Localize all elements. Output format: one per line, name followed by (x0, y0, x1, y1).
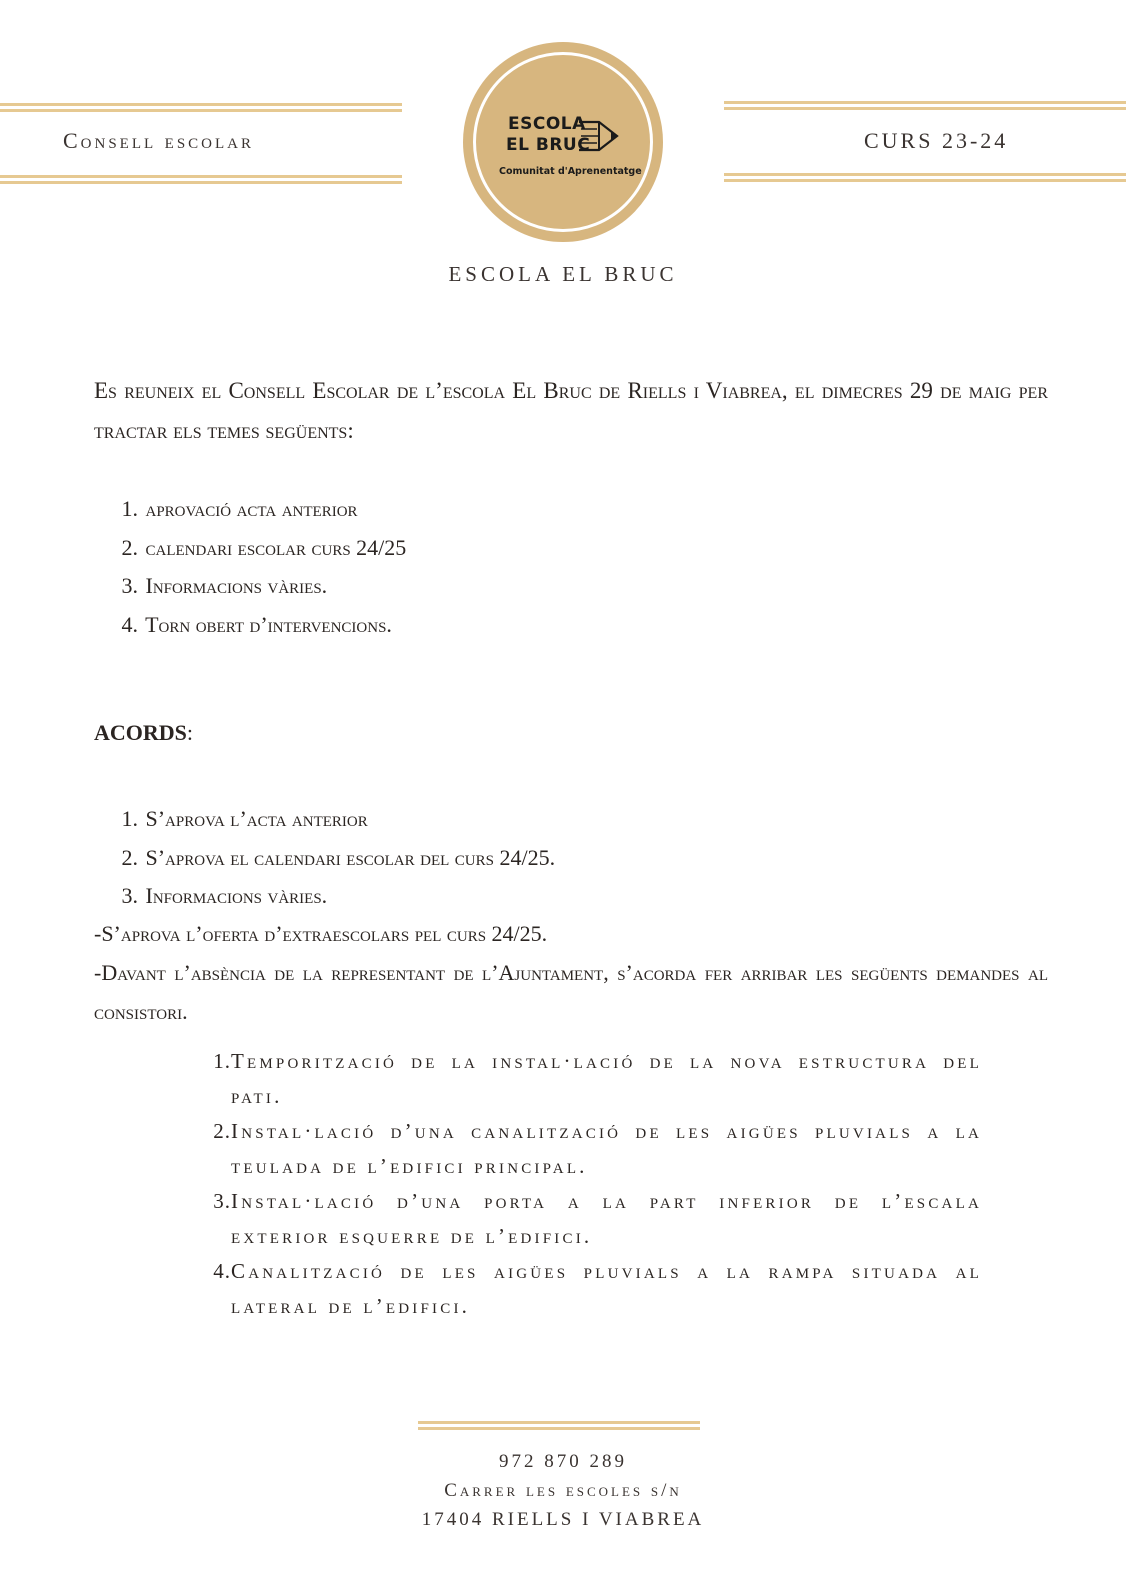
footer-lines (418, 1421, 700, 1431)
list-text: S’aprova el calendari escolar del curs 24/25. (145, 844, 556, 870)
header-left-bottom-lines (0, 175, 402, 185)
list-number: 3. (121, 883, 138, 908)
list-text: Informacions vàries. (145, 573, 328, 598)
list-text: Canalització de les aigües pluvials a la rampa situada al lateral de l’edifici. (231, 1259, 982, 1318)
list-number: 2. (213, 1119, 231, 1143)
intro-paragraph: Es reuneix el Consell Escolar de l’escola El Bruc de Riells i Viabrea, el dimecres 29 de maig per tractar els temes següents: (94, 378, 1048, 443)
logo-tagline: Comunitat d'Aprenentatge (499, 166, 642, 177)
list-text: Temporització de la instal·lació de la nova estructura del pati. (231, 1049, 982, 1108)
list-text: Torn obert d’intervencions. (145, 611, 392, 637)
list-number: 3. (213, 1189, 231, 1213)
list-text: aprovació acta anterior (145, 496, 358, 521)
list-text: Informacions vàries. (145, 883, 328, 908)
agreements-colon: : (186, 720, 194, 745)
list-item (94, 529, 406, 568)
agreements-title: ACORDS (94, 720, 187, 745)
list-item (94, 800, 555, 839)
list-number: 1. (213, 1049, 231, 1073)
list-number: 1. (121, 806, 138, 831)
list-item (94, 839, 555, 878)
list-text: S’aprova l’acta anterior (145, 806, 368, 831)
agenda-list (94, 490, 406, 644)
pencil-icon (577, 114, 623, 158)
header-course: CURS 23-24 (864, 128, 1009, 153)
extracurricular-paragraph: -S’aprova l’oferta d’extraescolars pel curs 24/25. (94, 921, 548, 946)
list-item (94, 877, 555, 916)
list-text: Instal·lació d’una porta a la part inferior de l’escala exterior esquerre de l’edifici. (231, 1189, 982, 1248)
list-number: 4. (213, 1259, 231, 1283)
header-consell-escolar: Consell escolar (63, 128, 255, 153)
list-item (94, 606, 406, 645)
list-item (200, 1254, 982, 1324)
agreements-heading (94, 720, 193, 746)
list-number: 3. (121, 573, 138, 598)
list-item (94, 490, 406, 529)
list-number: 2. (121, 844, 138, 870)
school-name: ESCOLA EL BRUC (448, 262, 678, 286)
list-item (200, 1184, 982, 1254)
list-item (94, 567, 406, 606)
list-text: Instal·lació d’una canalització de les aigües pluvials a la teulada de l’edifici principal. (231, 1119, 982, 1178)
logo-line-1: ESCOLA (508, 114, 586, 134)
demands-intro-paragraph: -Davant l’absència de la representant de l’Ajuntament, s’acorda fer arribar les següents demandes al consistori. (94, 960, 1048, 1024)
footer-address: Carrer les escoles s/n (444, 1480, 682, 1501)
header-left-top-lines (0, 103, 402, 113)
agreements-list (94, 800, 555, 916)
list-item (200, 1114, 982, 1184)
header-right-top-lines (724, 101, 1126, 111)
footer-phone: 972 870 289 (499, 1451, 627, 1472)
school-logo (463, 42, 663, 242)
list-item (200, 1044, 982, 1114)
header-right-bottom-lines (724, 173, 1126, 183)
list-number: 1. (121, 496, 138, 521)
list-text: calendari escolar curs 24/25 (145, 534, 407, 560)
list-number: 2. (121, 534, 138, 560)
list-number: 4. (121, 611, 138, 637)
logo-line-2: EL BRUC (506, 135, 591, 155)
footer-city: 17404 RIELLS I VIABREA (421, 1509, 705, 1530)
demands-list (200, 1044, 982, 1324)
